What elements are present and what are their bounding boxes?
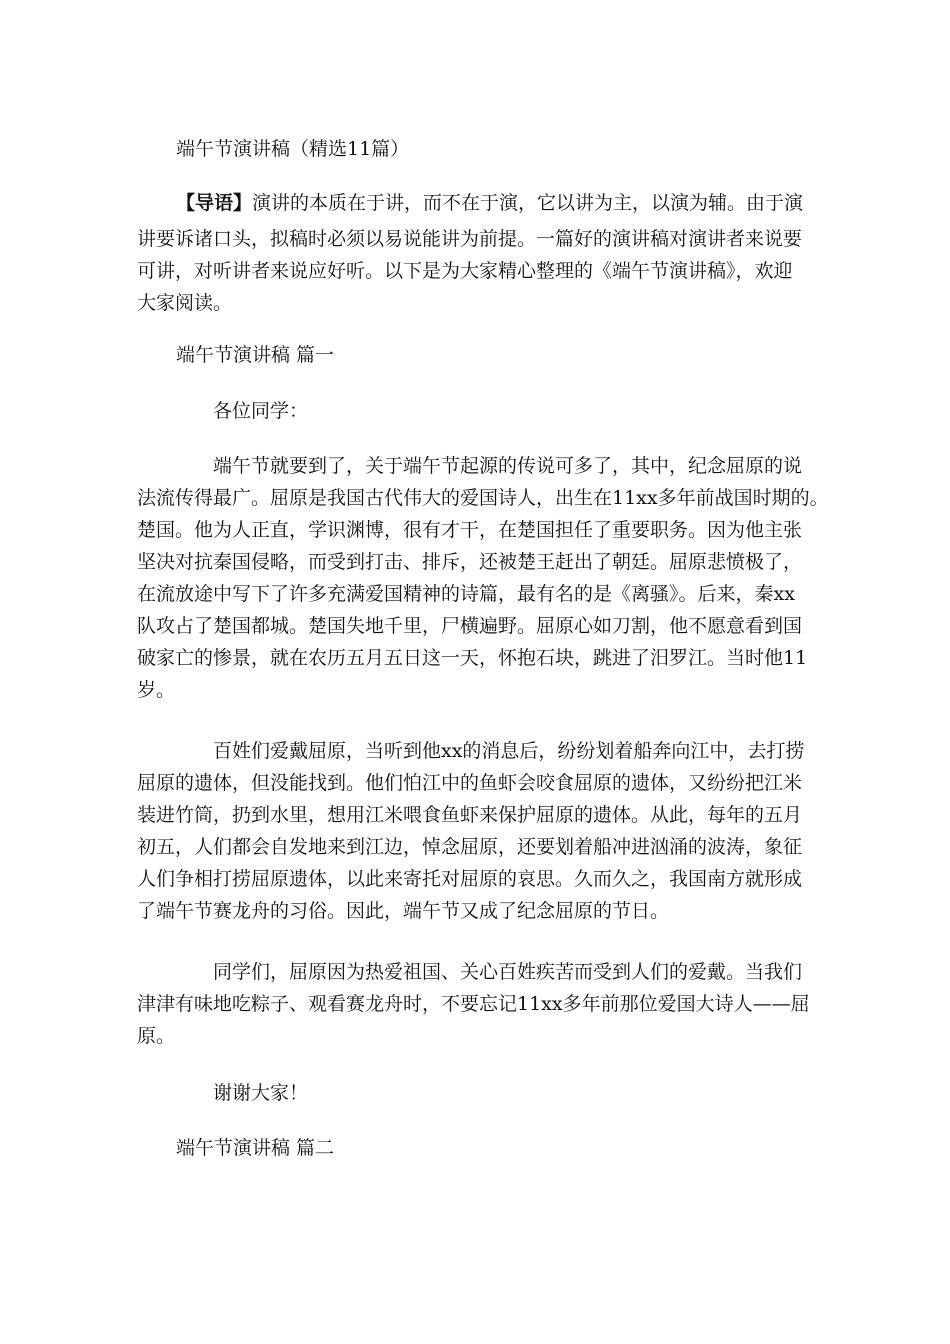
intro-line-1	[176, 188, 803, 219]
intro-line-2: 讲要诉诸口头，拟稿时必须以易说能讲为前提。一篇好的演讲稿对演讲者来说要	[137, 228, 803, 250]
section1-greeting: 各位同学：	[213, 400, 309, 422]
section1-closing: 谢谢大家！	[213, 1082, 309, 1104]
p1-line-2: 法流传得最广。屈原是我国古代伟大的爱国诗人，出生在11xx多年前战国时期的。	[137, 487, 829, 509]
p2-line-4: 初五，人们都会自发地来到江边，悼念屈原，还要划着船冲进汹涌的波涛，象征	[137, 836, 803, 858]
p1-line-7: 破家亡的惨景，就在农历五月五日这一天，怀抱石块，跳进了汨罗江。当时他11	[137, 647, 808, 669]
section1-heading: 端午节演讲稿 篇一	[176, 344, 335, 366]
p1-line-6: 队攻占了楚国都城。楚国失地千里，尸横遍野。屈原心如刀割，他不愿意看到国	[137, 615, 803, 637]
p1-line-1: 端午节就要到了，关于端午节起源的传说可多了，其中，纪念屈原的说	[213, 455, 803, 477]
p2-line-6: 了端午节赛龙舟的习俗。因此，端午节又成了纪念屈原的节日。	[137, 900, 670, 922]
intro-line-4: 大家阅读。	[137, 292, 233, 314]
intro-text-1: 演讲的本质在于讲，而不在于演，它以讲为主，以演为辅。由于演	[252, 192, 804, 214]
p3-line-3: 原。	[137, 1025, 176, 1047]
p1-line-3: 楚国。他为人正直，学识渊博，很有才干，在楚国担任了重要职务。因为他主张	[137, 519, 803, 541]
p3-line-2: 津津有味地吃粽子、观看赛龙舟时，不要忘记11xx多年前那位爱国大诗人——屈	[137, 993, 810, 1015]
section2-heading: 端午节演讲稿 篇二	[176, 1137, 335, 1159]
p2-line-2: 屈原的遗体，但没能找到。他们怕江中的鱼虾会咬食屈原的遗体，又纷纷把江米	[137, 772, 803, 794]
intro-tag: 【导语】	[176, 192, 253, 214]
p2-line-3: 装进竹筒，扔到水里，想用江米喂食鱼虾来保护屈原的遗体。从此，每年的五月	[137, 804, 803, 826]
p1-line-5: 在流放途中写下了许多充满爱国精神的诗篇，最有名的是《离骚》。后来，秦xx	[137, 583, 795, 605]
document-title: 端午节演讲稿（精选11篇）	[176, 138, 410, 160]
p2-line-5: 人们争相打捞屈原遗体，以此来寄托对屈原的哀思。久而久之，我国南方就形成	[137, 868, 803, 890]
p3-line-1: 同学们，屈原因为热爱祖国、关心百姓疾苦而受到人们的爱戴。当我们	[213, 961, 803, 983]
p2-line-1: 百姓们爱戴屈原，当听到他xx的消息后，纷纷划着船奔向江中，去打捞	[213, 740, 805, 762]
p1-line-8: 岁。	[137, 679, 176, 701]
intro-line-3: 可讲，对听讲者来说应好听。以下是为大家精心整理的《端午节演讲稿》，欢迎	[137, 260, 793, 282]
p1-line-4: 坚决对抗秦国侵略，而受到打击、排斥，还被楚王赶出了朝廷。屈原悲愤极了，	[137, 551, 803, 573]
